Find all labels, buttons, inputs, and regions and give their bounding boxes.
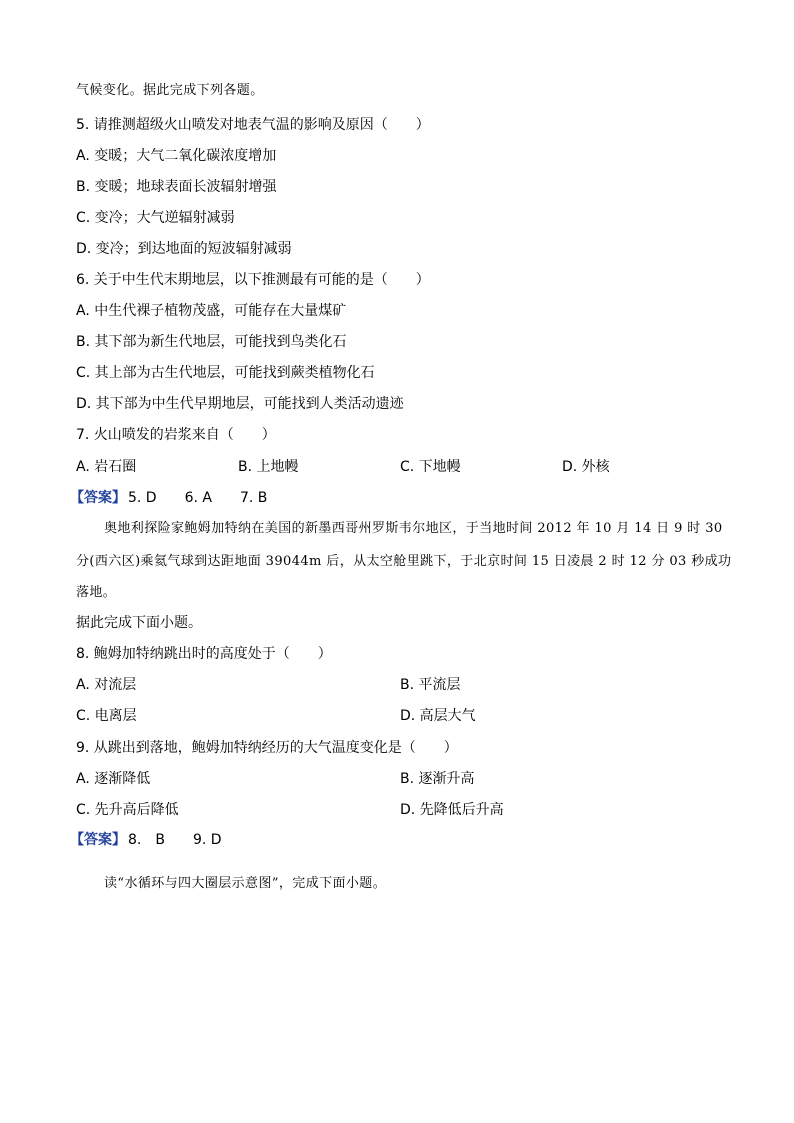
question-8-option-d: D. 高层大气 <box>400 708 476 724</box>
passage-2-line-2: 分(西六区)乘氦气球到达距地面 39044m 后，从太空舱里跳下，于北京时间 15 日凌晨 2 时 12 分 03 秒成功 <box>76 554 732 569</box>
question-6-option-d: D. 其下部为中生代早期地层，可能找到人类活动遗迹 <box>76 396 404 412</box>
question-5-stem: 5. 请推测超级火山喷发对地表气温的影响及原因（ ） <box>76 117 430 133</box>
question-8-option-b: B. 平流层 <box>400 677 461 693</box>
question-8-option-c: C. 电离层 <box>76 708 137 724</box>
answer-text: 8. B 9. D <box>128 832 222 848</box>
answer-tag: 【答案】 <box>70 490 126 506</box>
question-8-stem: 8. 鲍姆加特纳跳出时的高度处于（ ） <box>76 646 332 662</box>
passage-2-line-3: 落地。 <box>76 585 117 600</box>
answer-block-1 <box>70 489 267 507</box>
question-5-option-a: A. 变暖；大气二氧化碳浓度增加 <box>76 148 277 164</box>
question-9-option-d: D. 先降低后升高 <box>400 802 504 818</box>
passage-2-line-1: 奥地利探险家鲍姆加特纳在美国的新墨西哥州罗斯韦尔地区，于当地时间 2012 年 10 月 14 日 9 时 30 <box>104 521 723 536</box>
question-7-option-c: C. 下地幔 <box>400 459 461 475</box>
question-6-option-c: C. 其上部为古生代地层，可能找到蕨类植物化石 <box>76 365 375 381</box>
question-9-option-c: C. 先升高后降低 <box>76 802 179 818</box>
question-6-option-a: A. 中生代裸子植物茂盛，可能存在大量煤矿 <box>76 303 347 319</box>
question-6-stem: 6. 关于中生代末期地层，以下推测最有可能的是（ ） <box>76 272 430 288</box>
question-5-option-d: D. 变冷；到达地面的短波辐射减弱 <box>76 241 292 257</box>
question-9-option-a: A. 逐渐降低 <box>76 771 151 787</box>
intro-fragment: 气候变化。据此完成下列各题。 <box>76 83 264 98</box>
question-7-option-a: A. 岩石圈 <box>76 459 137 475</box>
question-5-option-b: B. 变暖；地球表面长波辐射增强 <box>76 179 277 195</box>
passage-2-instruction: 据此完成下面小题。 <box>76 615 202 631</box>
question-7-stem: 7. 火山喷发的岩浆来自（ ） <box>76 427 276 443</box>
question-7-option-b: B. 上地幔 <box>238 459 299 475</box>
question-8-option-a: A. 对流层 <box>76 677 137 693</box>
question-5-option-c: C. 变冷；大气逆辐射减弱 <box>76 210 235 226</box>
question-9-stem: 9. 从跳出到落地，鲍姆加特纳经历的大气温度变化是（ ） <box>76 740 458 756</box>
answer-text: 5. D 6. A 7. B <box>128 490 268 506</box>
question-9-option-b: B. 逐渐升高 <box>400 771 475 787</box>
passage-3: 读“水循环与四大圈层示意图”，完成下面小题。 <box>104 876 387 891</box>
question-7-option-d: D. 外核 <box>562 459 610 475</box>
answer-block-2 <box>70 831 222 849</box>
answer-tag: 【答案】 <box>70 832 126 848</box>
question-6-option-b: B. 其下部为新生代地层，可能找到鸟类化石 <box>76 334 347 350</box>
